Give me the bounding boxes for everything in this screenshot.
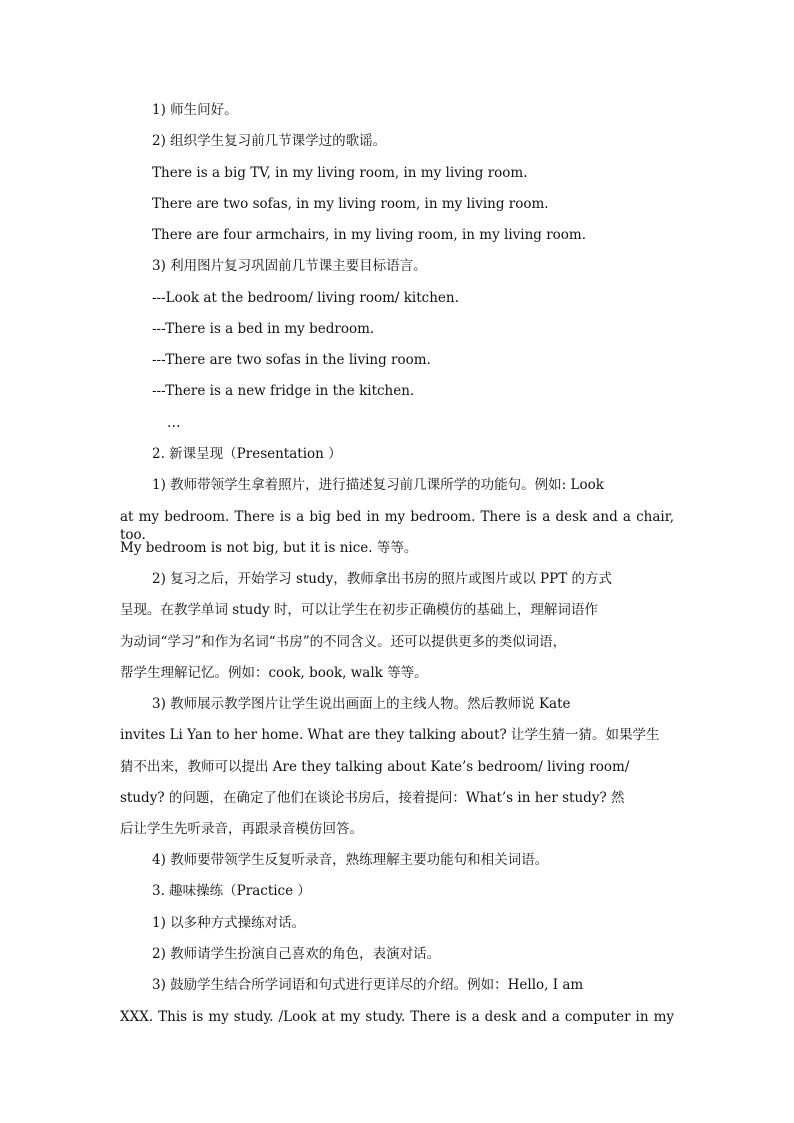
text-line: 后让学生先听录音，再跟录音模仿回答。 [120,821,363,837]
text-line: 4) 教师要带领学生反复听录音，熟练理解主要功能句和相关词语。 [152,852,549,868]
text-line: at my bedroom. There is a big bed in my bedroom. There is a desk and a chair, too. [120,509,674,543]
text-line: 1) 师生问好。 [152,102,238,118]
section-heading: 2. 新课呈现（Presentation ） [152,446,342,462]
text-line: ---Look at the bedroom/ living room/ kitchen. [152,290,459,306]
text-line: 2) 组织学生复习前几节课学过的歌谣。 [152,133,387,149]
text-line: 为动词“学习”和作为名词“书房”的不同含义。还可以提供更多的类似词语， [120,634,567,650]
text-line: ---There is a new fridge in the kitchen. [152,383,415,399]
text-line: There are two sofas, in my living room, in my living room. [152,196,549,212]
text-line: ---There are two sofas in the living room. [152,352,431,368]
text-line: 3) 鼓励学生结合所学词语和句式进行更详尽的介绍。例如：Hello, I am [152,977,584,993]
text-line: 1) 以多种方式操练对话。 [152,915,306,931]
text-line: 3) 利用图片复习巩固前几节课主要目标语言。 [152,258,427,274]
section-heading: 3. 趣味操练（Practice ） [152,883,311,899]
text-line: invites Li Yan to her home. What are they talking about? 让学生猜一猜。如果学生 [120,727,660,743]
text-line: 2) 教师请学生扮演自己喜欢的角色，表演对话。 [152,946,441,962]
text-line: My bedroom is not big, but it is nice. 等等。 [120,540,418,556]
text-line: 1) 教师带领学生拿着照片，进行描述复习前几课所学的功能句。例如: Look [152,477,604,493]
text-line: 呈现。在教学单词 study 时，可以让学生在初步正确模仿的基础上，理解词语作 [120,602,598,618]
text-line: 2) 复习之后，开始学习 study，教师拿出书房的照片或图片或以 PPT 的方式 [152,571,613,587]
text-line: XXX. This is my study. /Look at my study. There is a desk and a computer in my [120,1009,674,1025]
text-line: There is a big TV, in my living room, in my living room. [152,165,528,181]
text-line: 3) 教师展示教学图片让学生说出画面上的主线人物。然后教师说 Kate [152,696,571,712]
text-line: There are four armchairs, in my living room, in my living room. [152,227,587,243]
text-line: 猜不出来，教师可以提出 Are they talking about Kate’s bedroom/ living room/ [120,759,630,775]
text-line: ---There is a bed in my bedroom. [152,321,375,337]
text-line: 帮学生理解记忆。例如：cook, book, walk 等等。 [120,665,428,681]
text-line: study? 的问题，在确定了他们在谈论书房后，接着提问：What’s in her study? 然 [120,790,625,806]
ellipsis: … [167,415,181,431]
